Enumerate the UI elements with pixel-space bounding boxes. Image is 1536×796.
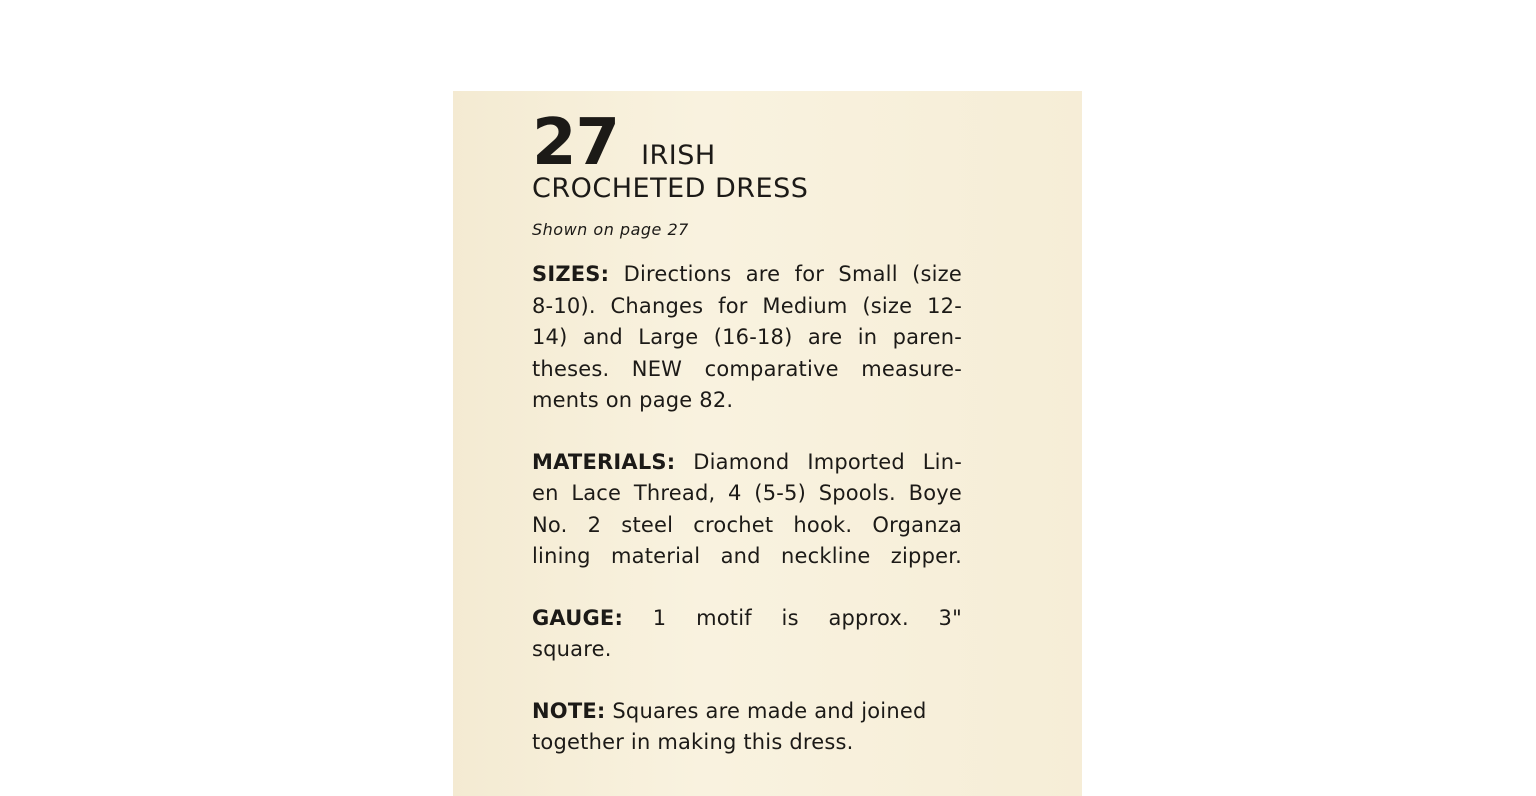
shown-on-page-caption: Shown on page 27 [532, 220, 689, 239]
materials-section [532, 447, 962, 573]
gauge-line-2: square. [532, 637, 612, 661]
note-line-1: Squares are made and joined [612, 698, 927, 723]
note-line-2: together in making this dress. [532, 730, 854, 754]
gauge-line-1: 1 motif is approx. 3" [652, 605, 962, 630]
note-label: NOTE: [532, 698, 606, 723]
sizes-line-3: 14) and Large (16-18) are in paren- [532, 325, 962, 349]
sizes-line-5: ments on page 82. [532, 388, 734, 412]
pattern-title-line2: CROCHETED DRESS [532, 173, 809, 204]
materials-line-1: Diamond Imported Lin- [693, 449, 962, 474]
sizes-section [532, 259, 962, 417]
materials-line-3: No. 2 steel crochet hook. Organza [532, 512, 962, 537]
note-section [532, 696, 962, 759]
pattern-text-block [532, 106, 962, 759]
pattern-title-line1: IRISH [641, 140, 716, 171]
materials-label: MATERIALS: [532, 449, 676, 474]
sizes-label: SIZES: [532, 262, 610, 286]
gauge-label: GAUGE: [532, 605, 624, 630]
sizes-line-2: 8-10). Changes for Medium (size 12- [532, 293, 962, 318]
gauge-section [532, 603, 962, 666]
pattern-page [453, 91, 1082, 796]
pattern-number: 27 [532, 106, 620, 180]
sizes-line-4: theses. NEW comparative measure- [532, 356, 962, 381]
pattern-heading [532, 106, 962, 204]
materials-line-4: lining material and neckline zipper. [532, 544, 962, 568]
sizes-line-1: Directions are for Small (size [623, 262, 962, 286]
materials-line-2: en Lace Thread, 4 (5-5) Spools. Boye [532, 481, 962, 505]
